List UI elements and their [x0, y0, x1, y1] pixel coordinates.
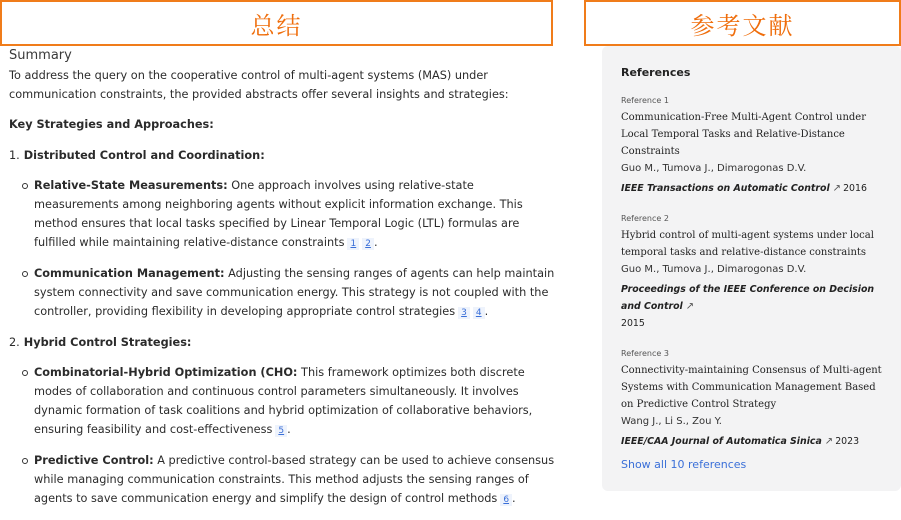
- reference-venue-line: [621, 281, 883, 332]
- section-heading: [9, 333, 559, 352]
- item-text: Adjusting the sensing ranges of agents can help maintain system connectivity and save communication energy. This strategy is not coupled with the controller, providing flexibility in developing appropriate control strategies: [34, 267, 555, 318]
- external-link-icon[interactable]: ↗: [824, 436, 834, 447]
- item-bold-label: Communication Management:: [34, 267, 225, 280]
- citation-link[interactable]: 3: [458, 307, 470, 319]
- citation-link[interactable]: 2: [362, 238, 374, 250]
- item-text: One approach involves using relative-state measurements among neighboring agents without explicit information exchange. This method ensures that local tasks specified by Linear Temporal Logic (LTL) formulas are fulfilled while maintaining relative-distance constraints: [34, 179, 523, 249]
- item-bold-label: Relative-State Measurements:: [34, 179, 228, 192]
- citation-link[interactable]: 6: [500, 494, 512, 506]
- key-strategies-heading: Key Strategies and Approaches:: [9, 118, 214, 131]
- item-bold-label: Predictive Control:: [34, 454, 154, 467]
- reference-title-link[interactable]: Hybrid control of multi-agent systems under local temporal tasks and relative-distance constraints: [621, 230, 874, 258]
- references-panel: [602, 46, 901, 491]
- list-item: [9, 264, 559, 321]
- list-item: [9, 363, 559, 439]
- citation-link[interactable]: 5: [275, 425, 287, 437]
- reference-authors: Wang J., Li S., Zou Y.: [621, 416, 722, 427]
- list-item: [9, 176, 559, 252]
- reference-year: 2016: [843, 183, 867, 194]
- reference-year: 2015: [621, 318, 645, 329]
- reference-venue: IEEE/CAA Journal of Automatica Sinica: [621, 436, 822, 447]
- reference-title-link[interactable]: Connectivity-maintaining Consensus of Multi-agent Systems with Communication Management Based on Predictive Control Strategy: [621, 365, 882, 410]
- citation-link[interactable]: 1: [347, 238, 359, 250]
- reference-item: [621, 96, 883, 197]
- section-number: 1.: [9, 149, 20, 162]
- summary-intro: To address the query on the cooperative control of multi-agent systems (MAS) under communication constraints, the provided abstracts offer several insights and strategies:: [9, 69, 509, 101]
- references-tab-header[interactable]: 参考文献: [584, 0, 901, 46]
- reference-venue-line: [621, 180, 883, 197]
- reference-authors: Guo M., Tumova J., Dimarogonas D.V.: [621, 264, 807, 275]
- reference-year: 2023: [835, 436, 860, 447]
- reference-label: Reference 2: [621, 214, 669, 223]
- summary-tab-header[interactable]: 总结: [0, 0, 553, 46]
- item-end: .: [484, 305, 489, 318]
- item-end: .: [512, 492, 516, 505]
- item-end: .: [287, 423, 291, 436]
- list-item: [9, 451, 559, 508]
- bullet-list: [9, 176, 559, 321]
- section-number: 2.: [9, 336, 20, 349]
- summary-panel: [9, 46, 559, 520]
- reference-label: Reference 3: [621, 349, 669, 358]
- section-title: Distributed Control and Coordination:: [23, 149, 265, 162]
- reference-title-link[interactable]: Communication-Free Multi-Agent Control under Local Temporal Tasks and Relative-Distance Constraints: [621, 112, 867, 157]
- item-bold-label: Combinatorial-Hybrid Optimization (CHO:: [34, 366, 298, 379]
- reference-venue: Proceedings of the IEEE Conference on Decision and Control: [621, 284, 875, 312]
- reference-item: [621, 349, 883, 450]
- section-title: Hybrid Control Strategies:: [23, 336, 192, 349]
- reference-authors: Guo M., Tumova J., Dimarogonas D.V.: [621, 163, 807, 174]
- references-title: References: [621, 66, 691, 79]
- bullet-list: [9, 363, 559, 508]
- summary-title: Summary: [9, 48, 72, 63]
- reference-venue: IEEE Transactions on Automatic Control: [621, 183, 830, 194]
- reference-item: [621, 214, 883, 332]
- section-heading: [9, 146, 559, 165]
- item-end: .: [373, 236, 378, 249]
- item-text: This framework optimizes both discrete modes of collaboration and continuous control parameters simultaneously. It involves dynamic formation of task coalitions and hybrid optimization of collaborative behaviors, ensuring feasibility and cost-effectiveness: [34, 366, 533, 436]
- show-all-references-link[interactable]: Show all 10 references: [621, 458, 747, 471]
- reference-venue-line: [621, 433, 883, 450]
- reference-label: Reference 1: [621, 96, 669, 105]
- citation-link[interactable]: 4: [473, 307, 485, 319]
- external-link-icon[interactable]: ↗: [832, 183, 842, 194]
- item-text: A predictive control-based strategy can be used to achieve consensus while managing communication constraints. This method adjusts the sensing ranges of agents to save communication energy and simplify the design of control methods: [34, 454, 555, 505]
- external-link-icon[interactable]: ↗: [685, 301, 695, 312]
